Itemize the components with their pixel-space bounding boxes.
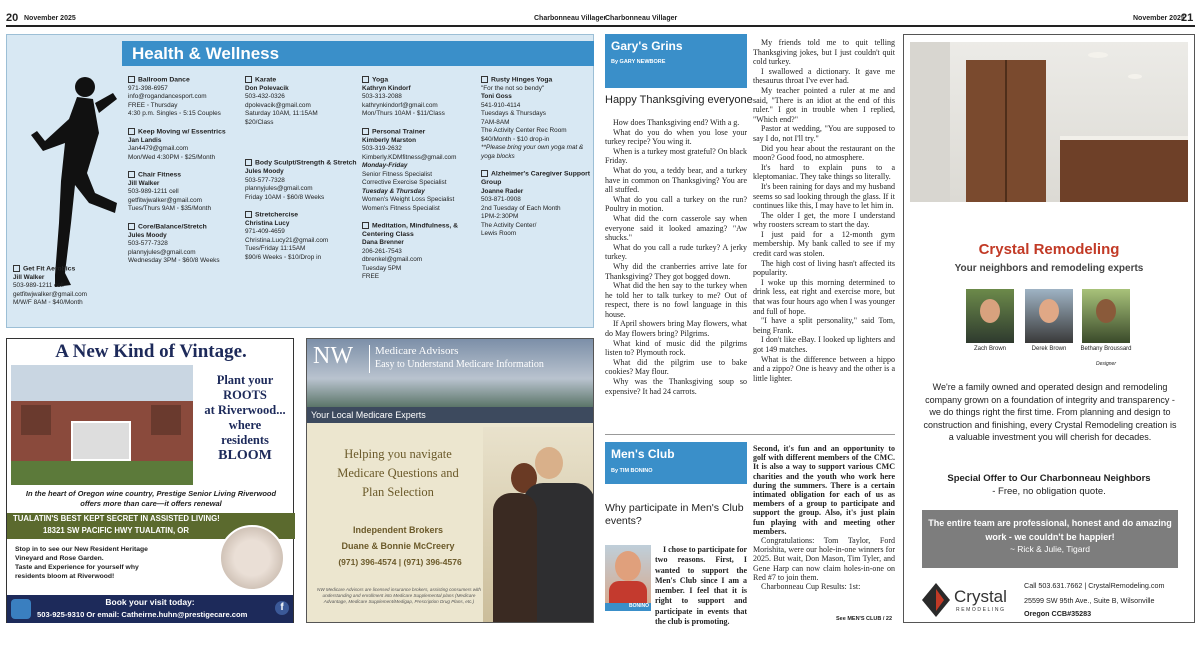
mens-col-2 <box>753 444 895 591</box>
class-detail: 503-319-2632 <box>362 145 402 153</box>
instructor-name: Jules Moody <box>128 231 167 239</box>
grins-title: Gary's Grins <box>611 39 683 53</box>
team-name: Derek Brown <box>1031 346 1067 352</box>
crystal-address: 25599 SW 95th Ave., Suite B, Wilsonville <box>1024 596 1155 605</box>
class-detail: $20/Class <box>245 118 274 126</box>
class-detail: Mon/Wed 4:30PM ◦ $25/Month <box>128 153 216 161</box>
body-line: Taste and Experience for yourself why <box>15 564 139 571</box>
class-detail: 971-398-6957 <box>128 84 168 92</box>
health-title-band <box>122 41 594 66</box>
class-detail: Women's Weight Loss Specialist <box>362 196 455 204</box>
class-detail: Senior Fitness Specialist <box>362 170 432 178</box>
class-detail: Mon/Thurs 10AM ◦ $11/Class <box>362 110 445 118</box>
health-col-3 <box>362 76 478 291</box>
crystal-logo-icon <box>922 583 950 617</box>
class-detail: The Activity Center/ <box>481 221 537 229</box>
class-detail: Wednesday 3PM ◦ $60/8 Weeks <box>128 257 220 265</box>
class-detail: 503-313-2088 <box>362 93 402 101</box>
header-rule <box>6 25 1195 27</box>
nw-band: Your Local Medicare Experts <box>307 407 594 423</box>
mens-band <box>605 442 747 484</box>
class-detail: $40/Month ◦ $10 drop-in <box>481 135 550 143</box>
class-title: Chair Fitness <box>128 171 242 180</box>
joke: How does Thanksgiving end? With a g. <box>613 118 740 127</box>
joke: What is the difference between a hippo and a zippo? One is heavy and the other is a little lighter. <box>753 354 895 383</box>
page-number-right: 21 <box>1181 12 1194 24</box>
instructor-name: Kathryn Kindorf <box>362 84 411 92</box>
testimonial-quote: The entire team are professional, honest and do amazing work - we couldn't be happier! <box>928 518 1172 542</box>
team-name: Zach Brown <box>973 346 1006 352</box>
class-detail: kathrynkindorf@gmail.com <box>362 101 438 109</box>
date-right: November 2025 <box>1133 15 1185 22</box>
class-detail: FREE <box>362 273 380 281</box>
class-detail: The Activity Center Rec Room <box>481 127 567 135</box>
riverwood-ad <box>6 338 294 623</box>
class-title: Body Sculpt/Strength & Stretch <box>245 159 359 168</box>
health-col-0 <box>13 265 123 308</box>
instructor-name: Jules Moody <box>245 168 284 176</box>
joke: What do you call a rude turkey? A jerky turkey. <box>605 242 747 262</box>
class-detail: 206-261-7543 <box>362 247 402 255</box>
schedule-label: Monday-Friday <box>362 162 408 170</box>
joke: I woke up this morning determined to drink less, eat right and exercise more, but that was four hours ago when I was younger and full of hope. <box>753 277 895 316</box>
instructor-name: Christina Lucy <box>245 219 290 227</box>
crystal-phone[interactable]: Call 503.631.7662 | CrystalRemodeling.com <box>1024 581 1165 590</box>
paragraph: I chose to participate for two reasons. First, I wanted to support the Men's Club since I am a member. I feel that it is right to support and participate in events that the club is promoting. <box>655 545 747 627</box>
side-line: BLOOM <box>218 448 272 463</box>
crystal-title: Crystal Remodeling <box>978 241 1120 258</box>
class-title: Karate <box>245 76 359 85</box>
instructor-name: Kimberly Marston <box>362 136 416 144</box>
section-divider <box>605 434 895 435</box>
joke: What did the hen say to the turkey when he told her to talk turkey to me? Out of respect, there is no fowl language in this house. <box>605 281 747 319</box>
joke: Why did the cranberries arrive late for Thanksgiving? They got bogged down. <box>605 261 747 281</box>
headline-line: Medicare Questions and <box>337 466 459 480</box>
grins-col-1 <box>605 118 747 430</box>
joke: It's hard to explain puns to a kleptomaniac. They take things so literally. <box>753 162 895 182</box>
vintage-side-text <box>197 373 293 463</box>
class-detail: $90/6 Weeks ◦ $10/Drop in <box>245 253 322 261</box>
class-detail: FREE ◦ Thursday <box>128 101 178 109</box>
joke: What did the pilgrim use to bake cookies? May flour. <box>605 357 747 377</box>
testimonial-author: ~ Rick & Julie, Tigard <box>1009 544 1091 554</box>
class-detail: plannyjules@gmail.com <box>128 248 196 256</box>
nw-fineprint: NW Medicare Advisors are licensed insurance brokers, assisting consumers with understanding and enrollment into Medicare Supplemental plans (Medicare Advantage, Medicare Supplement/Medigap, Prescription Drug Plans, etc.) <box>317 587 481 604</box>
class-detail: 503-577-7328 <box>245 176 285 184</box>
exercise-silhouette-icon <box>25 73 120 293</box>
team-photo-3 <box>1082 289 1130 343</box>
class-detail: 503-989-1211 cell <box>128 188 179 196</box>
crystal-subtitle: Your neighbors and remodeling experts <box>954 263 1144 274</box>
headline-line: Plan Selection <box>362 485 434 499</box>
class-detail: getfitwjwalker@gmail.com <box>128 196 202 204</box>
class-title: Core/Balance/Stretch <box>128 223 242 232</box>
instructor-name: Joanne Rader <box>481 187 524 195</box>
joke: Did you hear about the restaurant on the moon? Good food, no atmosphere. <box>753 143 895 163</box>
class-title: Get Fit Aerobics <box>13 265 123 274</box>
class-detail: "For the not so bendy" <box>481 84 545 92</box>
vintage-footer <box>7 595 293 623</box>
facebook-icon[interactable]: f <box>275 601 289 615</box>
class-title: Rusty Hinges Yoga <box>481 76 593 85</box>
joke: When is a turkey most grateful? On black Friday. <box>605 146 747 166</box>
photo-caption: BONINO <box>605 603 651 611</box>
joke: I just paid for a 12-month gym membership. My bank called to see if my credit card was stolen. <box>753 229 895 259</box>
instructor-name: Jill Walker <box>13 273 45 281</box>
class-detail: 7AM-8AM <box>481 118 510 126</box>
joke: What did the corn casserole say when everyone said it looked amazing? "Aw shucks." <box>605 213 747 243</box>
class-title: Ballroom Dance <box>128 76 242 85</box>
side-line: residents <box>221 433 269 447</box>
class-detail: 2nd Tuesday of Each Month <box>481 204 561 212</box>
class-detail: Women's Fitness Specialist <box>362 204 440 212</box>
crystal-logo: Crystal <box>954 587 1007 606</box>
joke: I don't like eBay. I looked up lighters and got 149 matches. <box>753 335 895 354</box>
health-col-4 <box>481 76 593 248</box>
class-detail: Lewis Room <box>481 230 517 238</box>
nw-title: Medicare Advisors <box>375 345 459 357</box>
class-detail: 971-409-4659 <box>245 228 285 236</box>
class-detail: 503-577-7328 <box>128 240 168 248</box>
class-detail: Jan4479@gmail.com <box>128 145 189 153</box>
body-line: residents bloom at Riverwood! <box>15 573 115 580</box>
nw-headline <box>313 445 483 502</box>
nw-subtitle: Easy to Understand Medicare Information <box>375 359 544 370</box>
crystal-remodeling-ad <box>903 34 1195 623</box>
class-detail: 1PM-2:30PM <box>481 213 519 221</box>
class-title: Personal Trainer <box>362 128 478 137</box>
nw-logo: NW <box>313 343 353 369</box>
paragraph: Congratulations: Tom Taylor, Ford Morishita, were our hole-in-one winners for 2025. But wait, Don Mason, Tim Tyler, and Gene Harp can now claim holes-in-one on Red #7 to join them. <box>753 536 895 582</box>
instructor-name: Toni Goss <box>481 93 512 101</box>
couple-photo <box>483 427 594 623</box>
side-line: Plant your <box>216 373 274 387</box>
class-detail: Tuesdays & Thursdays <box>481 110 547 118</box>
crystal-license: Oregon CCB#35283 <box>1024 609 1092 618</box>
class-detail: Saturday 10AM, 11:15AM <box>245 110 318 118</box>
vintage-body <box>15 545 215 581</box>
visit-contact: 503-925-9310 Or email: Catheirne.huhn@prestigecare.com <box>37 610 248 619</box>
class-detail: 503-432-0326 <box>245 93 285 101</box>
joke: What do you, a teddy bear, and a turkey have in common on Thanksgiving? You are all stuffed. <box>605 165 747 195</box>
continued-link[interactable]: See MEN'S CLUB / 22 <box>836 616 893 622</box>
joke: The older I get, the more I understand why roosters scream to start the day. <box>753 210 895 230</box>
team-role: Designer <box>1095 361 1116 367</box>
publication-right: Charbonneau Villager <box>605 15 678 22</box>
side-line: where <box>228 418 262 432</box>
date-left: November 2025 <box>24 15 76 22</box>
class-detail: dpolevacik@gmail.com <box>245 101 311 109</box>
instructor-name: Dana Brenner <box>362 239 404 247</box>
class-detail: 503-989-1211 cell <box>13 282 64 290</box>
crystal-offer: Special Offer to Our Charbonneau Neighbors <box>947 473 1151 484</box>
joke: I swallowed a dictionary. It gave me thesaurus throat I've ever had. <box>753 66 895 86</box>
health-col-1 <box>128 76 242 275</box>
joke: If April showers bring May flowers, what do May flowers bring? Pilgrims. <box>605 319 747 339</box>
band-line-1: TUALATIN'S BEST KEPT SECRET IN ASSISTED LIVING! <box>13 514 220 523</box>
class-detail: Kimberly.KDMfitness@gmail.com <box>362 153 457 161</box>
team-name: Bethany Broussard <box>1080 346 1132 352</box>
side-line: ROOTS <box>223 388 267 402</box>
page-number-left: 20 <box>6 12 19 24</box>
brokers-phone: (971) 396-4574 | (971) 396-4576 <box>338 557 462 567</box>
visit-label: Book your visit today: <box>105 597 195 607</box>
class-detail: 503-871-0908 <box>481 196 521 204</box>
grins-band <box>605 34 747 88</box>
class-detail: getfitwjwalker@gmail.com <box>13 290 87 298</box>
mens-byline: By TIM BONINO <box>611 468 653 474</box>
joke: My friends told me to quit telling Thanksgiving jokes, but I just couldn't quit cold turkey. <box>753 38 895 67</box>
grins-col-2 <box>753 38 895 430</box>
class-detail: 541-910-4114 <box>481 101 521 109</box>
class-detail: Tues/Friday 11:15AM <box>245 245 306 253</box>
health-wellness-panel <box>6 34 594 328</box>
class-detail: plannyjules@gmail.com <box>245 185 313 193</box>
kitchen-photo <box>910 42 1188 202</box>
joke: What do you call a turkey on the run? Poultry in motion. <box>605 194 747 214</box>
class-detail: Tues/Thurs 9AM ◦ $35/Month <box>128 205 212 213</box>
class-detail: Corrective Exercise Specialist <box>362 179 447 187</box>
team-photo-1 <box>966 289 1014 343</box>
team-photo-2 <box>1025 289 1073 343</box>
instructor-name: Don Polevacik <box>245 84 289 92</box>
band-line-2: 18321 SW PACIFIC HWY TUALATIN, OR <box>43 526 189 535</box>
class-detail: Christina.Lucy21@gmail.com <box>245 236 329 244</box>
brokers-label: Independent Brokers <box>352 525 444 535</box>
bonino-photo <box>605 545 651 611</box>
health-col-2 <box>245 76 359 271</box>
instructor-name: Jan Landis <box>128 136 162 144</box>
health-title: Health & Wellness <box>132 44 280 63</box>
testimonial-box <box>922 510 1178 568</box>
paragraph: Second, it's fun and an opportunity to golf with different members of the CMC. It is also a way to support various CMC charities and the youth who work here during the summers. There is a certain intimated obligation for each of us as members of a group to participate and support the group. Also, it's just plain fun playing with and meeting other members. <box>753 444 895 536</box>
crystal-logo-sub: REMODELING <box>956 607 1006 613</box>
building-photo <box>11 365 193 485</box>
class-detail: Friday 10AM ◦ $60/8 Weeks <box>245 193 325 201</box>
mens-col-1 <box>655 545 747 627</box>
class-title: Alzheimer's Caregiver Support Group <box>481 170 593 187</box>
vintage-tagline: In the heart of Oregon wine country, Prestige Senior Living Riverwood offers more than care—it offers renewal <box>25 489 277 508</box>
publication-left: Charbonneau Villager <box>534 15 607 22</box>
nw-medicare-ad <box>306 338 594 623</box>
crystal-offer-detail: - Free, no obligation quote. <box>992 486 1106 497</box>
joke: The high cost of living hasn't affected its popularity. <box>753 258 895 278</box>
body-line: Stop in to see our New Resident Heritage <box>15 546 148 553</box>
schedule-label: Tuesday & Thursday <box>362 187 425 195</box>
joke: It's been raining for days and my husband seems so sad looking through the glass. If it continues like this, I may have to let him in. <box>753 181 895 211</box>
class-title: Yoga <box>362 76 478 85</box>
side-line: at Riverwood... <box>204 403 286 417</box>
vintage-title: A New Kind of Vintage. <box>55 341 247 362</box>
headline-line: Helping you navigate <box>344 447 452 461</box>
class-title: Stretchercise <box>245 211 359 220</box>
class-title: Meditation, Mindfulness, & Centering Class <box>362 222 478 239</box>
joke: What kind of music did the pilgrims listen to? Plymouth rock. <box>605 338 747 358</box>
grins-byline: By GARY NEWBORE <box>611 59 666 65</box>
crystal-about: We're a family owned and operated design and remodeling company grown on a foundation of integrity and transparency - we do things right the first time. From planning and design to construction and finishing, every Crystal Remodeling creation is a valuable investment you will cherish for decades. <box>923 382 1177 442</box>
class-title: Keep Moving w/ Essentrics <box>128 128 242 137</box>
class-detail: dbrenkel@gmail.com <box>362 256 423 264</box>
joke: Why was the Thanksgiving soup so expensive? It had 24 carrots. <box>605 377 747 396</box>
instructor-name: Jill Walker <box>128 179 160 187</box>
class-detail: 4:30 p.m. Singles ◦ 5:15 Couples <box>128 110 221 118</box>
joke: What do you do when you lose your turkey recipe? You wing it. <box>605 127 747 147</box>
joke: "I have a split personality," said Tom, being Frank. <box>753 316 895 335</box>
class-detail: Tuesday 5PM <box>362 264 402 272</box>
mens-headline: Why participate in Men's Club events? <box>605 502 744 527</box>
joke: Pastor at wedding, "You are supposed to say I do, not I'll try." <box>753 124 895 143</box>
joke: My teacher pointed a ruler at me and said, "There is an idiot at the end of this ruler." I got in trouble when I replied, "Which end?" <box>753 85 895 124</box>
wine-glass-icon <box>219 525 285 591</box>
body-line: Vineyard and Rose Garden. <box>15 555 104 562</box>
brokers-names: Duane & Bonnie McCreery <box>341 541 455 551</box>
mens-title: Men's Club <box>611 447 675 461</box>
paragraph: Charbonneau Cup Results: 1st: <box>761 582 861 592</box>
class-detail: info@rogandancesport.com <box>128 93 207 101</box>
grins-headline: Happy Thanksgiving everyone <box>605 94 753 106</box>
class-note: **Please bring your own yoga mat & yoga blocks <box>481 144 584 160</box>
class-detail: M/W/F 8AM ◦ $40/Month <box>13 299 83 307</box>
